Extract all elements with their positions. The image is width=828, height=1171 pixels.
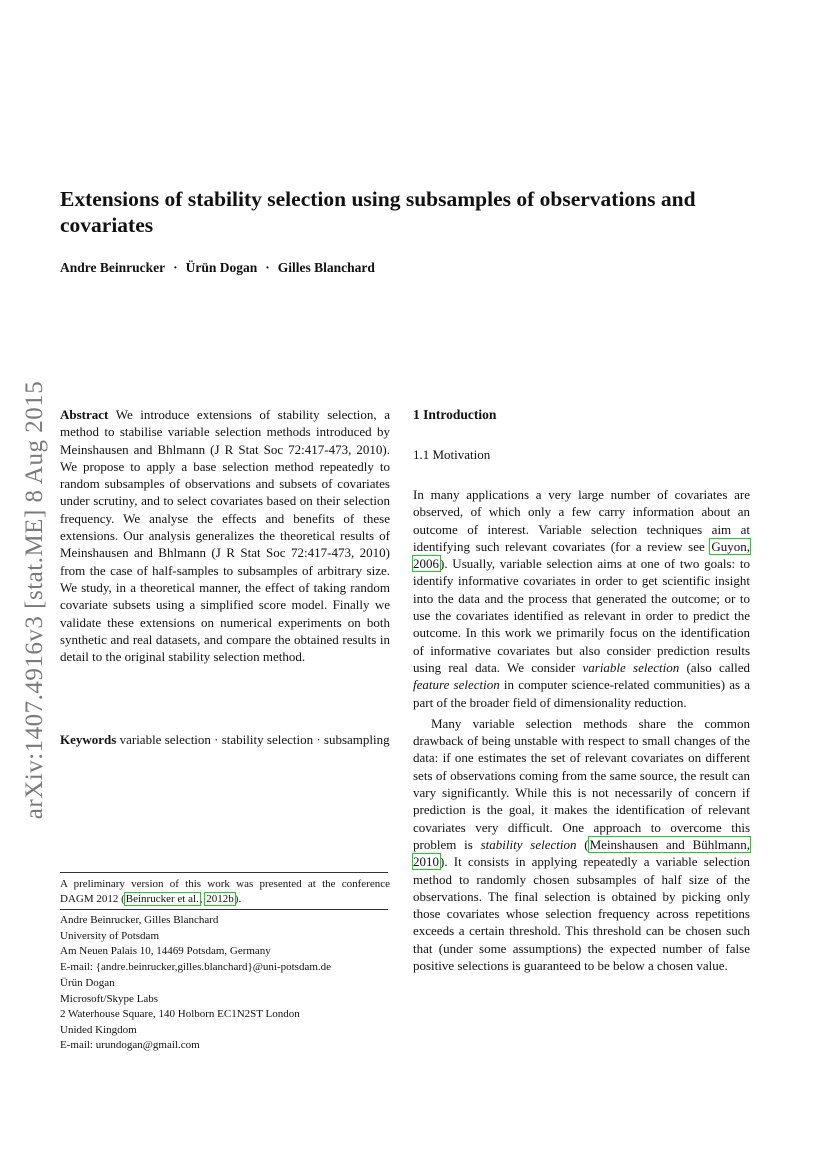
- abstract: [60, 406, 390, 665]
- abstract-text: We introduce extensions of stability selection, a method to stabilise variable selection methods introduced by Meinshausen and Bhlmann (J R Stat Soc 72:417-473, 2010). We propose to apply a base selection method repeatedly to random subsamples of observations and subsets of covariates under scrutiny, and to select covariates based on their selection frequency. We analyse the effects and benefits of these extensions. Our analysis generalizes the theoretical results of Meinshausen and Bhlmann (J R Stat Soc 72:417-473, 2010) from the case of half-samples to subsamples of arbitrary size. We study, in a theoretical manner, the effect of taking random covariate subsets using a simplified score model. Finally we validate these extensions on numerical experiments on both synthetic and real datasets, and compare the obtained results in detail to the original stability selection method.: [60, 407, 390, 665]
- emphasized-term: feature selection: [413, 677, 500, 693]
- subsection-heading: 1.1 Motivation: [413, 447, 491, 462]
- author-name: Andre Beinrucker: [60, 260, 166, 275]
- affiliation-line: Andre Beinrucker, Gilles Blanchard: [60, 914, 219, 926]
- paragraph-text: Many variable selection methods share the common drawback of being unstable with respect to small changes of the data: if one estimates the set of relevant covariates on different sets of observations coming from the same source, the result can vary significantly. While this is not necessarily of concern if prediction is the goal, it makes the identification of relevant covariates very difficult. One approach to overcome this problem is: [413, 715, 750, 852]
- paragraph-text: ). It consists in applying repeatedly a variable selection method to randomly chosen subsamples of half size of the observations. The final selection is obtained by picking only those covariates whose selection frequency across repetitions exceeds a certain threshold. This threshold can be chosen such that (under some assumptions) the expected number of false positive selections is guaranteed to be below a chosen value.: [413, 854, 750, 974]
- affiliation-line: Microsoft/Skype Labs: [60, 992, 159, 1005]
- affiliation-email: E-mail: {andre.beinrucker,gilles.blanchard}@uni-potsdam.de: [60, 960, 332, 973]
- paper-title: Extensions of stability selection using subsamples of observations and covariates: [60, 187, 696, 237]
- affiliation-block: [60, 913, 400, 975]
- citation-link[interactable]: Meinshausen and Bühlmann, 2010: [413, 836, 750, 870]
- affiliation-divider: [60, 909, 388, 910]
- paragraph-text: (also called: [679, 659, 751, 675]
- emphasized-term: variable selection: [582, 659, 680, 675]
- body-paragraph: [413, 486, 750, 711]
- affiliation-line: Ürün Dogan: [60, 977, 115, 989]
- paragraph-text: ). Usually, variable selection aims at one of two goals: to identify informative covariates in order to get scientific insight into the data and the process that generated the outcome; or to use the covariates identified as relevant in order to predict the outcome. In this work we primarily focus on the identification of informative covariates but also consider prediction results using real data. We consider: [413, 556, 750, 675]
- left-column: [60, 406, 390, 749]
- citation-link[interactable]: Beinrucker et al.: [125, 892, 199, 905]
- keywords: [60, 731, 390, 748]
- right-column: [413, 406, 750, 974]
- keywords-heading: Keywords: [60, 732, 117, 748]
- abstract-heading: Abstract: [60, 407, 109, 422]
- footnote-text: ,: [199, 892, 206, 905]
- affiliation-block: [60, 976, 400, 1054]
- footnote-text: ).: [234, 892, 242, 905]
- paragraph-text: (: [576, 836, 589, 852]
- affiliation-line: Am Neuen Palais 10, 14469 Potsdam, Germany: [60, 945, 271, 958]
- citation-link[interactable]: Guyon, 2006: [413, 538, 750, 572]
- arxiv-identifier: [14, 340, 56, 860]
- paragraph-text: In many applications a very large number of covariates are observed, of which only a few carry information about an outcome of interest. Variable selection techniques aim at identifying such relevant covariates (for a review see: [413, 487, 750, 554]
- author-separator: ·: [173, 260, 178, 275]
- emphasized-term: stability selection: [480, 836, 577, 852]
- body-paragraph: [413, 715, 750, 974]
- author-name: Gilles Blanchard: [277, 260, 375, 275]
- footnote-divider: [60, 872, 388, 873]
- paragraph-text: in computer science-related communities) as a part of the broader field of dimensionality reduction.: [413, 677, 751, 710]
- section-heading: 1 Introduction: [413, 407, 497, 422]
- affiliation-email: E-mail: urundogan@gmail.com: [60, 1039, 200, 1052]
- footnote-text: A preliminary version of this work was presented at the conference DAGM 2012 (: [60, 878, 390, 905]
- author-name: Ürün Dogan: [185, 260, 258, 275]
- arxiv-identifier-text: arXiv:1407.4916v3 [stat.ME] 8 Aug 2015: [21, 380, 49, 820]
- author-separator: ·: [265, 260, 270, 275]
- footnote: [60, 877, 390, 906]
- author-list: [60, 260, 660, 276]
- keywords-text: variable selection · stability selection · subsampling: [119, 732, 390, 748]
- affiliation-line: Unided Kingdom: [60, 1023, 137, 1036]
- citation-link[interactable]: 2012b: [206, 892, 234, 905]
- affiliation-line: University of Potsdam: [60, 929, 159, 942]
- affiliation-line: 2 Waterhouse Square, 140 Holborn EC1N2ST London: [60, 1008, 300, 1021]
